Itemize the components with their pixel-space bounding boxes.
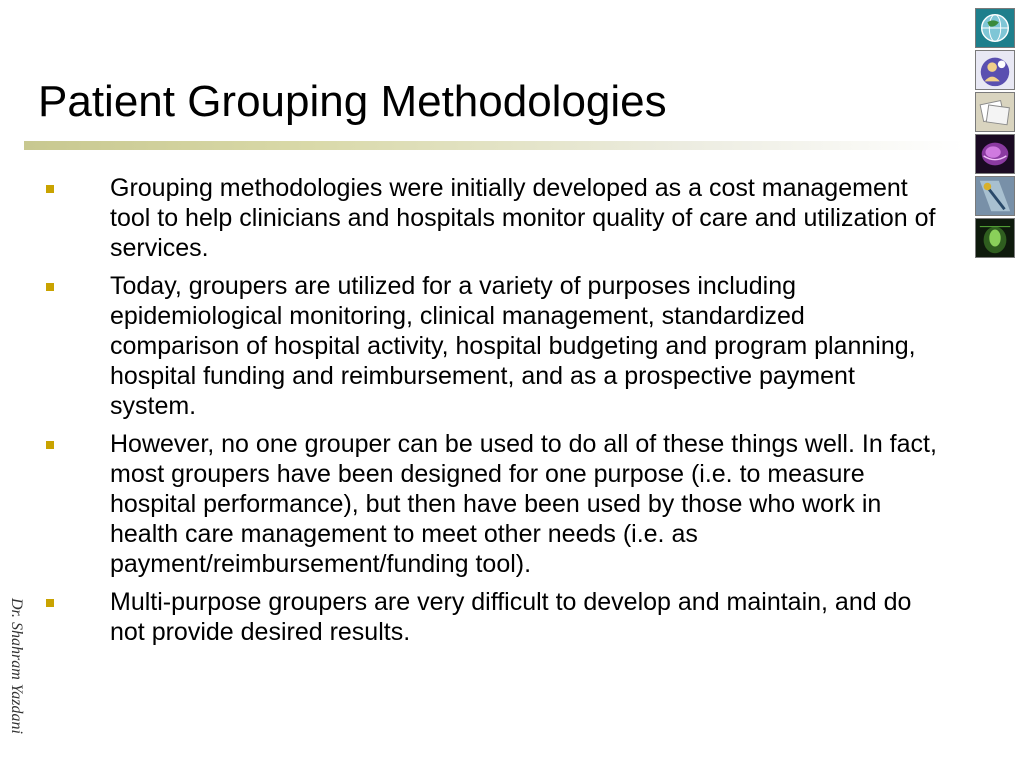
bullet-text: Multi-purpose groupers are very difficult to develop and maintain, and do not provide desired results. [110, 588, 912, 646]
bullet-square-icon [46, 283, 54, 291]
bullet-list [40, 173, 940, 655]
bullet-square-icon [46, 441, 54, 449]
bullet-square-icon [46, 599, 54, 607]
author-vertical-text: Dr. Shahram Yazdani [8, 598, 25, 734]
thumbnail-column [975, 8, 1017, 260]
documents-icon [975, 92, 1015, 132]
slide-title: Patient Grouping Methodologies [38, 77, 667, 126]
people-icon [975, 50, 1015, 90]
globe-icon [975, 8, 1015, 48]
bullet-text: However, no one grouper can be used to do all of these things well. In fact, most groupers have been designed for one purpose (i.e. to measure hospital performance), but then have been used by those who work in health care management to meet other needs (i.e. as payment/reimbursement/funding tool). [110, 430, 937, 578]
title-underline [24, 141, 964, 150]
bullet-text: Grouping methodologies were initially developed as a cost management tool to help clinicians and hospitals monitor quality of care and utilization of services. [110, 174, 936, 262]
bullet-item [40, 271, 940, 421]
bullet-square-icon [46, 185, 54, 193]
bullet-text: Today, groupers are utilized for a variety of purposes including epidemiological monitoring, clinical management, standardized comparison of hospital activity, hospital budgeting and program planning, hospital funding and reimbursement, and as a prospective payment system. [110, 272, 916, 420]
bullet-item [40, 429, 940, 579]
bullet-item [40, 173, 940, 263]
bullet-item [40, 587, 940, 647]
medical-tools-icon [975, 176, 1015, 216]
brain-scan-icon [975, 134, 1015, 174]
green-scan-icon [975, 218, 1015, 258]
